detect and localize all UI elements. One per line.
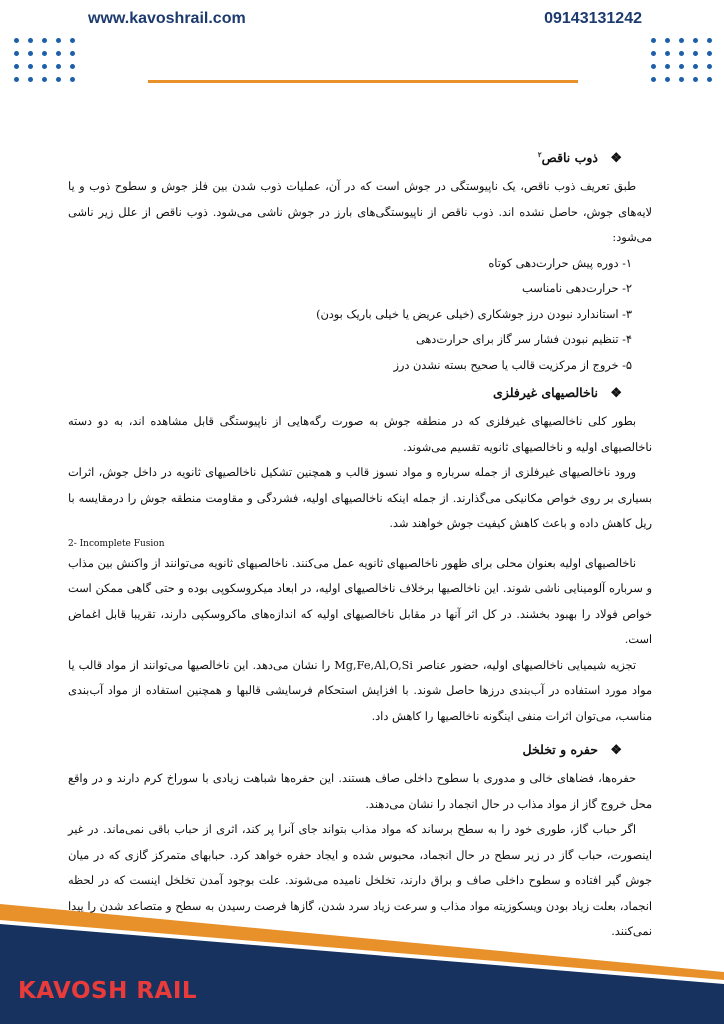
list-item: ۳- استاندارد نبودن درز جوشکاری (خیلی عریض یا خیلی باریک بودن)	[316, 307, 632, 321]
footer-band	[0, 904, 724, 1024]
section-heading-porosity	[68, 735, 652, 766]
list-item: ۴- تنظیم نبودن فشار سر گاز برای حرارت‌دهی	[415, 333, 632, 347]
heading-text: ناخالصیهای غیرفلزی	[493, 385, 598, 401]
diamond-bullet-icon: ❖	[610, 743, 622, 759]
heading-text: ذوب ناقص	[541, 150, 598, 166]
list-item: ۱- دوره پیش حرارت‌دهی کوتاه	[488, 256, 632, 270]
list-item: ۵- خروج از مرکزیت قالب یا صحیح بسته نشدن درز	[393, 358, 632, 372]
paragraph: تجزیه شیمیایی ناخالصیهای اولیه، حضور عناصر Mg,Fe,Al,O,Si را نشان می‌دهد. این ناخالصیها می‌توانند از مواد قالب یا مواد مورد استفاده در آب‌بندی درزها حاصل شوند. با افزایش استحکام فرسایشی قالبها و همچنین استفاده از مواد آب‌بندی مناسب، می‌توان اثرات منفی اینگونه ناخالصیها را کاهش داد.	[68, 658, 652, 723]
list-item: ۲- حرارت‌دهی نامناسب	[522, 282, 632, 296]
dot-pattern-left	[14, 38, 77, 82]
diamond-bullet-icon: ❖	[610, 151, 622, 167]
header-url: www.kavoshrail.com	[88, 10, 246, 27]
section-heading-inclusions	[68, 378, 652, 409]
paragraph: ناخالصیهای اولیه بعنوان محلی برای ظهور ناخالصیهای ثانویه عمل می‌کنند. ناخالصیهای ثانویه می‌توانند از واکنش بین مذاب و سرباره آلومینایی ناشی شوند. این ناخالصیها برخلاف ناخالصیهای اولیه، در ابعاد میکروسکوپی بوده و حتی گاهی ممکن است خواص فولاد را بهبود بخشند. در کل اثر آنها در مقابل ناخالصیهای اولیه که اندازه‌های ماکروسکپی دارند، تقریبا قابل اغماض است.	[68, 556, 652, 647]
paragraph: طبق تعریف ذوب ناقص، یک ناپیوستگی در جوش است که در آن، عملیات ذوب شدن بین فلز جوش و سطوح ذوب و یا لایه‌های جوش، حاصل نشده اند. ذوب ناقص از ناپیوستگی‌های بارز در جوش ناشی می‌شود. ذوب ناقص از علل زیر ناشی می‌شود:	[68, 180, 652, 245]
footer-brand-logo: KAVOSH RAIL	[18, 978, 198, 1004]
footnote-marker: ۲	[537, 150, 542, 159]
diamond-bullet-icon: ❖	[610, 386, 622, 402]
dot-pattern-right	[651, 38, 714, 82]
heading-text: حفره و تخلخل	[522, 742, 598, 758]
header-divider	[148, 80, 578, 83]
paragraph: حفره‌ها، فضاهای خالی و مدوری با سطوح داخلی صاف هستند. این حفره‌ها شباهت زیادی با سوراخ کرم دارند و در واقع محل خروج گاز از مواد مذاب در حال انجماد را نشان می‌دهند.	[68, 772, 652, 811]
paragraph: بطور کلی ناخالصیهای غیرفلزی که در منطقه جوش به صورت رگه‌هایی از ناپیوستگی قابل مشاهده اند، به دو دسته ناخالصیهای اولیه و ناخالصیهای ثانویه تقسیم می‌شوند.	[68, 415, 652, 454]
header-phone: 09143131242	[544, 10, 642, 27]
footnote: 2- Incomplete Fusion	[68, 538, 165, 549]
paragraph: اگر حباب گاز، طوری خود را به سطح برساند که مواد مذاب بتواند جای آنرا پر کند، اثری از حباب باقی نمی‌ماند. در غیر اینصورت، حباب گاز در زیر سطح در حال انجماد، محبوس شده و ایجاد حفره خواهد کرد. حبابهای متمرکز گازی که در میان جوش گیر افتاده و سطوح داخلی صاف و براق دارند، تخلخل نامیده می‌شوند. علت بوجود آمدن تخلخل اینست که در لحظه انجماد، بعلت زیاد بودن ویسکوزیته مواد مذاب و سرعت زیاد سرد شدن، گازها فرصت رسیدن به سطح و متصاعد شدن را پیدا نمی‌کنند.	[68, 823, 652, 939]
paragraph: ورود ناخالصیهای غیرفلزی از جمله سرباره و مواد نسوز قالب و همچنین تشکیل ناخالصیهای ثانویه در داخل جوش، اثرات بسیاری بر روی خواص مکانیکی می‌گذارند. از جمله اینکه ناخالصیهای اولیه، فشردگی و مقاومت منطقه جوش را درمقایسه با ریل کاهش داده و باعث کاهش کیفیت جوش خواهند شد.	[68, 466, 652, 531]
section-heading-incomplete-fusion	[68, 140, 652, 174]
document-body	[68, 140, 652, 945]
causes-list	[68, 251, 652, 379]
